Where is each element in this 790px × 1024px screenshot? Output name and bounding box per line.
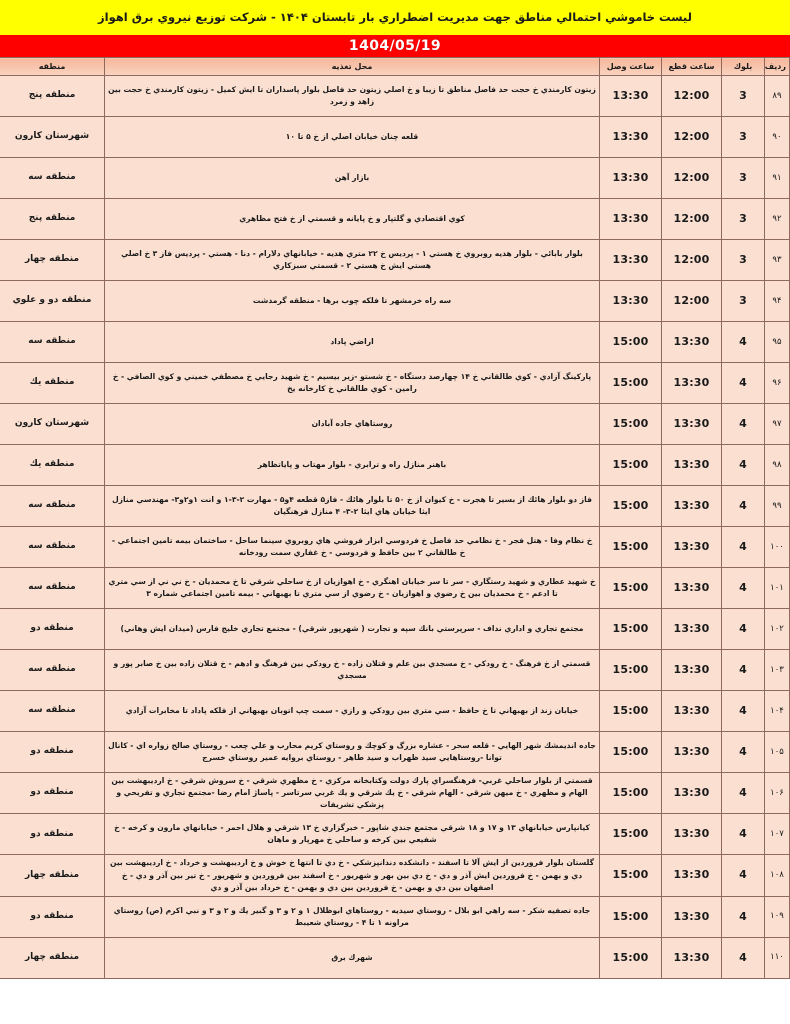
block-cell: 3: [722, 240, 765, 281]
zone-cell: شهرستان كارون: [0, 404, 105, 445]
row-number-cell: ۹۷: [765, 404, 790, 445]
table-container: [0, 57, 790, 1012]
block-cell: 4: [722, 486, 765, 527]
table-header: [0, 58, 790, 76]
time-off-cell: 12:00: [662, 240, 722, 281]
block-cell: 4: [722, 568, 765, 609]
address-cell: كوي اقتصادي و گلتپار و خ پايانه و قسمتي از خ فتح مظاهري: [105, 199, 600, 240]
time-on-cell: 15:00: [600, 486, 662, 527]
column-header-time-off: ساعت قطع: [662, 58, 722, 76]
block-cell: 4: [722, 650, 765, 691]
zone-cell: منطقه چهار: [0, 855, 105, 896]
time-off-cell: 12:00: [662, 199, 722, 240]
block-cell: 3: [722, 158, 765, 199]
address-cell: بازار آهن: [105, 158, 600, 199]
address-cell: قلعه چنان خيابان اصلي از خ ۵ تا ۱۰: [105, 117, 600, 158]
address-cell: مجتمع تجاري و اداري نداف - سرپرستي بانك سپه و تجارت ( شهرپور شرقي) - مجتمع تجاري خليج فارس (ميدان ايش وهاني): [105, 609, 600, 650]
block-cell: 4: [722, 322, 765, 363]
address-cell: زيتون كارمندي خ حجت حد فاصل مناطق تا زيبا و خ اصلي زيتون حد فاصل بلوار پاسداران تا ايش كميل - زيتون كارمندي خ حجت بين زاهد و زمرد: [105, 76, 600, 117]
time-off-cell: 13:30: [662, 855, 722, 896]
time-off-cell: 13:30: [662, 650, 722, 691]
time-off-cell: 13:30: [662, 609, 722, 650]
block-cell: 4: [722, 732, 765, 773]
address-cell: شهرك برق: [105, 937, 600, 978]
title-banner: [0, 0, 790, 35]
zone-cell: منطقه دو: [0, 773, 105, 814]
row-number-cell: ۱۱۰: [765, 937, 790, 978]
row-number-cell: ۱۰۴: [765, 691, 790, 732]
time-off-cell: 12:00: [662, 117, 722, 158]
row-number-cell: ۹۴: [765, 281, 790, 322]
zone-cell: منطقه دو: [0, 814, 105, 855]
block-cell: 4: [722, 609, 765, 650]
block-cell: 3: [722, 117, 765, 158]
zone-cell: منطقه سه: [0, 527, 105, 568]
schedule-date: 1404/05/19: [348, 38, 442, 54]
zone-cell: منطقه چهار: [0, 240, 105, 281]
row-number-cell: ۹۵: [765, 322, 790, 363]
zone-cell: منطقه يك: [0, 445, 105, 486]
address-cell: جاده تصفيه شكر - سه راهي ابو بلال - روستاي سيديه - روستاهاي ابوظلال ۱ و ۲ و ۳ و گبير يك و ۲ و ۳ و نبي اكرم (ص) روستاي مراونه ۱ تا ۴ - روستاي شعيبط: [105, 896, 600, 937]
zone-cell: منطقه سه: [0, 691, 105, 732]
row-number-cell: ۱۰۱: [765, 568, 790, 609]
time-on-cell: 13:30: [600, 158, 662, 199]
address-cell: سه راه خرمشهر تا فلكه چوب برها - منطقه گرمدشت: [105, 281, 600, 322]
table-row: [0, 691, 790, 732]
address-cell: قسمتي از خ فرهنگ - خ رودكي - خ مسجدي بين علم و قتلان زاده - خ رودكي بين فرهنگ و ادهم - خ قتلان زاده بين خ صابر پور و مسجدي: [105, 650, 600, 691]
zone-cell: منطقه دو: [0, 896, 105, 937]
table-row: [0, 322, 790, 363]
table-row: [0, 240, 790, 281]
time-off-cell: 12:00: [662, 158, 722, 199]
time-on-cell: 15:00: [600, 896, 662, 937]
address-cell: خيابان زند از بهبهاني تا خ حافظ - سي متري بين رودكي و رازي - سمت چپ اتوبان بهبهاني از فلكه پاداد تا مخابرات آزادي: [105, 691, 600, 732]
time-off-cell: 13:30: [662, 896, 722, 937]
zone-cell: منطقه دو: [0, 609, 105, 650]
table-row: [0, 486, 790, 527]
time-on-cell: 13:30: [600, 240, 662, 281]
address-cell: روستاهاي جاده آبادان: [105, 404, 600, 445]
zone-cell: منطقه سه: [0, 486, 105, 527]
time-on-cell: 15:00: [600, 814, 662, 855]
table-row: [0, 937, 790, 978]
time-off-cell: 13:30: [662, 404, 722, 445]
address-cell: خ شهيد عطاري و شهيد رستگاري - سر تا سر خيابان اهنگري - خ اهوازيان از خ ساحلي شرقي تا خ محمديان - خ ني ني از سي متري تا ادعم - خ محمديان بين خ رضوي و اهوازيان - خ رضوي از سي متري تا بهبهاني - بيمه تامين اجتماعي شماره ۳: [105, 568, 600, 609]
row-number-cell: ۱۰۵: [765, 732, 790, 773]
time-off-cell: 13:30: [662, 691, 722, 732]
block-cell: 4: [722, 855, 765, 896]
block-cell: 4: [722, 896, 765, 937]
address-cell: بلوار بابائي - بلوار هديه روبروي خ هستي ۱ - پرديس خ ۲۲ متري هديه - خيابانهاي دلارام - دنا - هستي - پرديس فاز ۳ خ اصلي هستي ايش خ هستي ۲ - قسمتي سبزكاري: [105, 240, 600, 281]
row-number-cell: ۹۲: [765, 199, 790, 240]
time-on-cell: 15:00: [600, 650, 662, 691]
time-off-cell: 13:30: [662, 445, 722, 486]
zone-cell: منطقه پنج: [0, 199, 105, 240]
time-on-cell: 15:00: [600, 691, 662, 732]
table-row: [0, 445, 790, 486]
zone-cell: منطقه چهار: [0, 937, 105, 978]
table-row: [0, 117, 790, 158]
column-header-block: بلوك: [722, 58, 765, 76]
address-cell: كيانپارس خيابانهاي ۱۳ و ۱۷ و ۱۸ شرقي مجتمع جندي شاپور - خبرگزاري خ ۱۳ شرقي و هلال احمر - خيابانهاي مارون و كرخه - خ شفيعي بين كرخه و ساحلي خ مهرپار و ماهان: [105, 814, 600, 855]
table-row: [0, 363, 790, 404]
time-off-cell: 13:30: [662, 568, 722, 609]
header-row: [0, 58, 790, 76]
row-number-cell: ۹۱: [765, 158, 790, 199]
address-cell: گلستان بلوار فروردين از ايش آلا تا اسفند - دانشكده دندانپزشكي - خ دي تا انتها خ خوش و خ ارديبهشت و خرداد - خ ارديبهشت بين دي و بهمن - خ فروردين ايش آذر و دي - خ دي بين بهر و شهريور - خ اسفند بين فروردين و شهريور - خ تير بين آذر و دي - خ اصفهان بين دي و بهمن - خ فروردين بين دي و بهمن - خ خرداد بين آذر و دي: [105, 855, 600, 896]
zone-cell: منطقه دو و علوي: [0, 281, 105, 322]
row-number-cell: ۹۰: [765, 117, 790, 158]
address-cell: باهنر منازل راه و ترابري - بلوار مهتاب و پاياتظاهر: [105, 445, 600, 486]
table-row: [0, 158, 790, 199]
column-header-time-on: ساعت وصل: [600, 58, 662, 76]
outage-table: [0, 57, 790, 979]
address-cell: خ نظام وفا - هتل فجر - خ نظامي حد فاصل خ فردوسي ابزار فروشي هاي روبروي سينما ساحل - ساختمان بيمه تامين اجتماعي - خ طالقاني ۲ بين حافظ و فردوسي - خ غفاري سمت رودخانه: [105, 527, 600, 568]
table-row: [0, 199, 790, 240]
time-off-cell: 12:00: [662, 76, 722, 117]
block-cell: 4: [722, 363, 765, 404]
time-off-cell: 13:30: [662, 937, 722, 978]
table-row: [0, 76, 790, 117]
zone-cell: منطقه پنج: [0, 76, 105, 117]
row-number-cell: ۹۶: [765, 363, 790, 404]
time-off-cell: 13:30: [662, 527, 722, 568]
table-row: [0, 732, 790, 773]
address-cell: فاز دو بلوار هائك از بسير تا هجرت - خ كيوان از خ ۵۰ تا بلوار هائك - فاز۵ قطعه ۴و۵ - مهارت ۲-۳-۱ و انت ۱و۲و۳- مهندسي منازل ايثا خيابان هاي ايثا ۲-۳- ۴ منازل فرهنگيان: [105, 486, 600, 527]
block-cell: 4: [722, 527, 765, 568]
row-number-cell: ۹۳: [765, 240, 790, 281]
table-row: [0, 855, 790, 896]
date-banner: [0, 35, 790, 57]
address-cell: اراضي پاداد: [105, 322, 600, 363]
time-on-cell: 15:00: [600, 404, 662, 445]
table-row: [0, 773, 790, 814]
time-on-cell: 13:30: [600, 117, 662, 158]
table-row: [0, 650, 790, 691]
column-header-row: رديف: [765, 58, 790, 76]
address-cell: قسمتي از بلوار ساحلي غربي- فرهنگسراي پارك دولت وكتابخانه مركزي - خ مظهري شرقي - خ سروش شرقي - خ ارديبهشت بين الهام و مظهري - خ ميهن شرقي - الهام شرقي - خ يك شرقي و يك غربي سرتاسر - پاساژ امام رضا -مجتمع تجاري و تفريحي و پزشكي تشريفات: [105, 773, 600, 814]
zone-cell: منطقه سه: [0, 158, 105, 199]
page-title: ليست خاموشي احتمالي مناطق جهت مديريت اضطراري بار تابستان ۱۴۰۴ - شركت توزيع نيروي برق اهواز: [98, 9, 692, 24]
address-cell: جاده انديمشك شهر الهايي - قلعه سحر - عشاره بزرگ و كوچك و روستاي كريم محارب و علي چعب - روستاي صالح زواره اي - كانال توانا -روستاهايي سيد ظهراب و سيد طاهر - روستاي بروايه عمير روستاي خسرج: [105, 732, 600, 773]
row-number-cell: ۱۰۸: [765, 855, 790, 896]
block-cell: 4: [722, 937, 765, 978]
table-row: [0, 896, 790, 937]
block-cell: 4: [722, 773, 765, 814]
row-number-cell: ۹۹: [765, 486, 790, 527]
time-on-cell: 15:00: [600, 445, 662, 486]
table-row: [0, 404, 790, 445]
column-header-address: محل تغذيه: [105, 58, 600, 76]
row-number-cell: ۹۸: [765, 445, 790, 486]
time-on-cell: 15:00: [600, 732, 662, 773]
time-off-cell: 13:30: [662, 322, 722, 363]
zone-cell: شهرستان كارون: [0, 117, 105, 158]
time-on-cell: 15:00: [600, 855, 662, 896]
zone-cell: منطقه سه: [0, 568, 105, 609]
zone-cell: منطقه دو: [0, 732, 105, 773]
time-on-cell: 13:30: [600, 76, 662, 117]
row-number-cell: ۱۰۲: [765, 609, 790, 650]
row-number-cell: ۱۰۷: [765, 814, 790, 855]
row-number-cell: ۱۰۶: [765, 773, 790, 814]
column-header-zone: منطقه: [0, 58, 105, 76]
row-number-cell: ۱۰۳: [765, 650, 790, 691]
table-body: [0, 76, 790, 979]
zone-cell: منطقه سه: [0, 650, 105, 691]
block-cell: 4: [722, 404, 765, 445]
block-cell: 3: [722, 199, 765, 240]
time-on-cell: 15:00: [600, 773, 662, 814]
table-row: [0, 281, 790, 322]
row-number-cell: ۸۹: [765, 76, 790, 117]
time-on-cell: 13:30: [600, 281, 662, 322]
row-number-cell: ۱۰۰: [765, 527, 790, 568]
row-number-cell: ۱۰۹: [765, 896, 790, 937]
table-row: [0, 814, 790, 855]
time-on-cell: 15:00: [600, 363, 662, 404]
block-cell: 4: [722, 691, 765, 732]
zone-cell: منطقه سه: [0, 322, 105, 363]
time-off-cell: 13:30: [662, 814, 722, 855]
block-cell: 4: [722, 814, 765, 855]
time-on-cell: 13:30: [600, 199, 662, 240]
address-cell: پاركينگ آزادي - كوي طالقاني خ ۱۴ چهارصد دستگاه - خ شستو -زير بيسيم - خ شهيد رجايي خ مصطفي خميني و كوي الصافي - خ رامين - كوي طالقاني خ كارخانه يخ: [105, 363, 600, 404]
time-off-cell: 12:00: [662, 281, 722, 322]
table-row: [0, 568, 790, 609]
time-off-cell: 13:30: [662, 363, 722, 404]
time-on-cell: 15:00: [600, 937, 662, 978]
zone-cell: منطقه يك: [0, 363, 105, 404]
time-off-cell: 13:30: [662, 732, 722, 773]
block-cell: 3: [722, 281, 765, 322]
table-row: [0, 527, 790, 568]
block-cell: 4: [722, 445, 765, 486]
block-cell: 3: [722, 76, 765, 117]
time-on-cell: 15:00: [600, 322, 662, 363]
footer-strip: [0, 1012, 790, 1024]
time-on-cell: 15:00: [600, 568, 662, 609]
table-row: [0, 609, 790, 650]
time-on-cell: 15:00: [600, 527, 662, 568]
time-on-cell: 15:00: [600, 609, 662, 650]
time-off-cell: 13:30: [662, 773, 722, 814]
time-off-cell: 13:30: [662, 486, 722, 527]
